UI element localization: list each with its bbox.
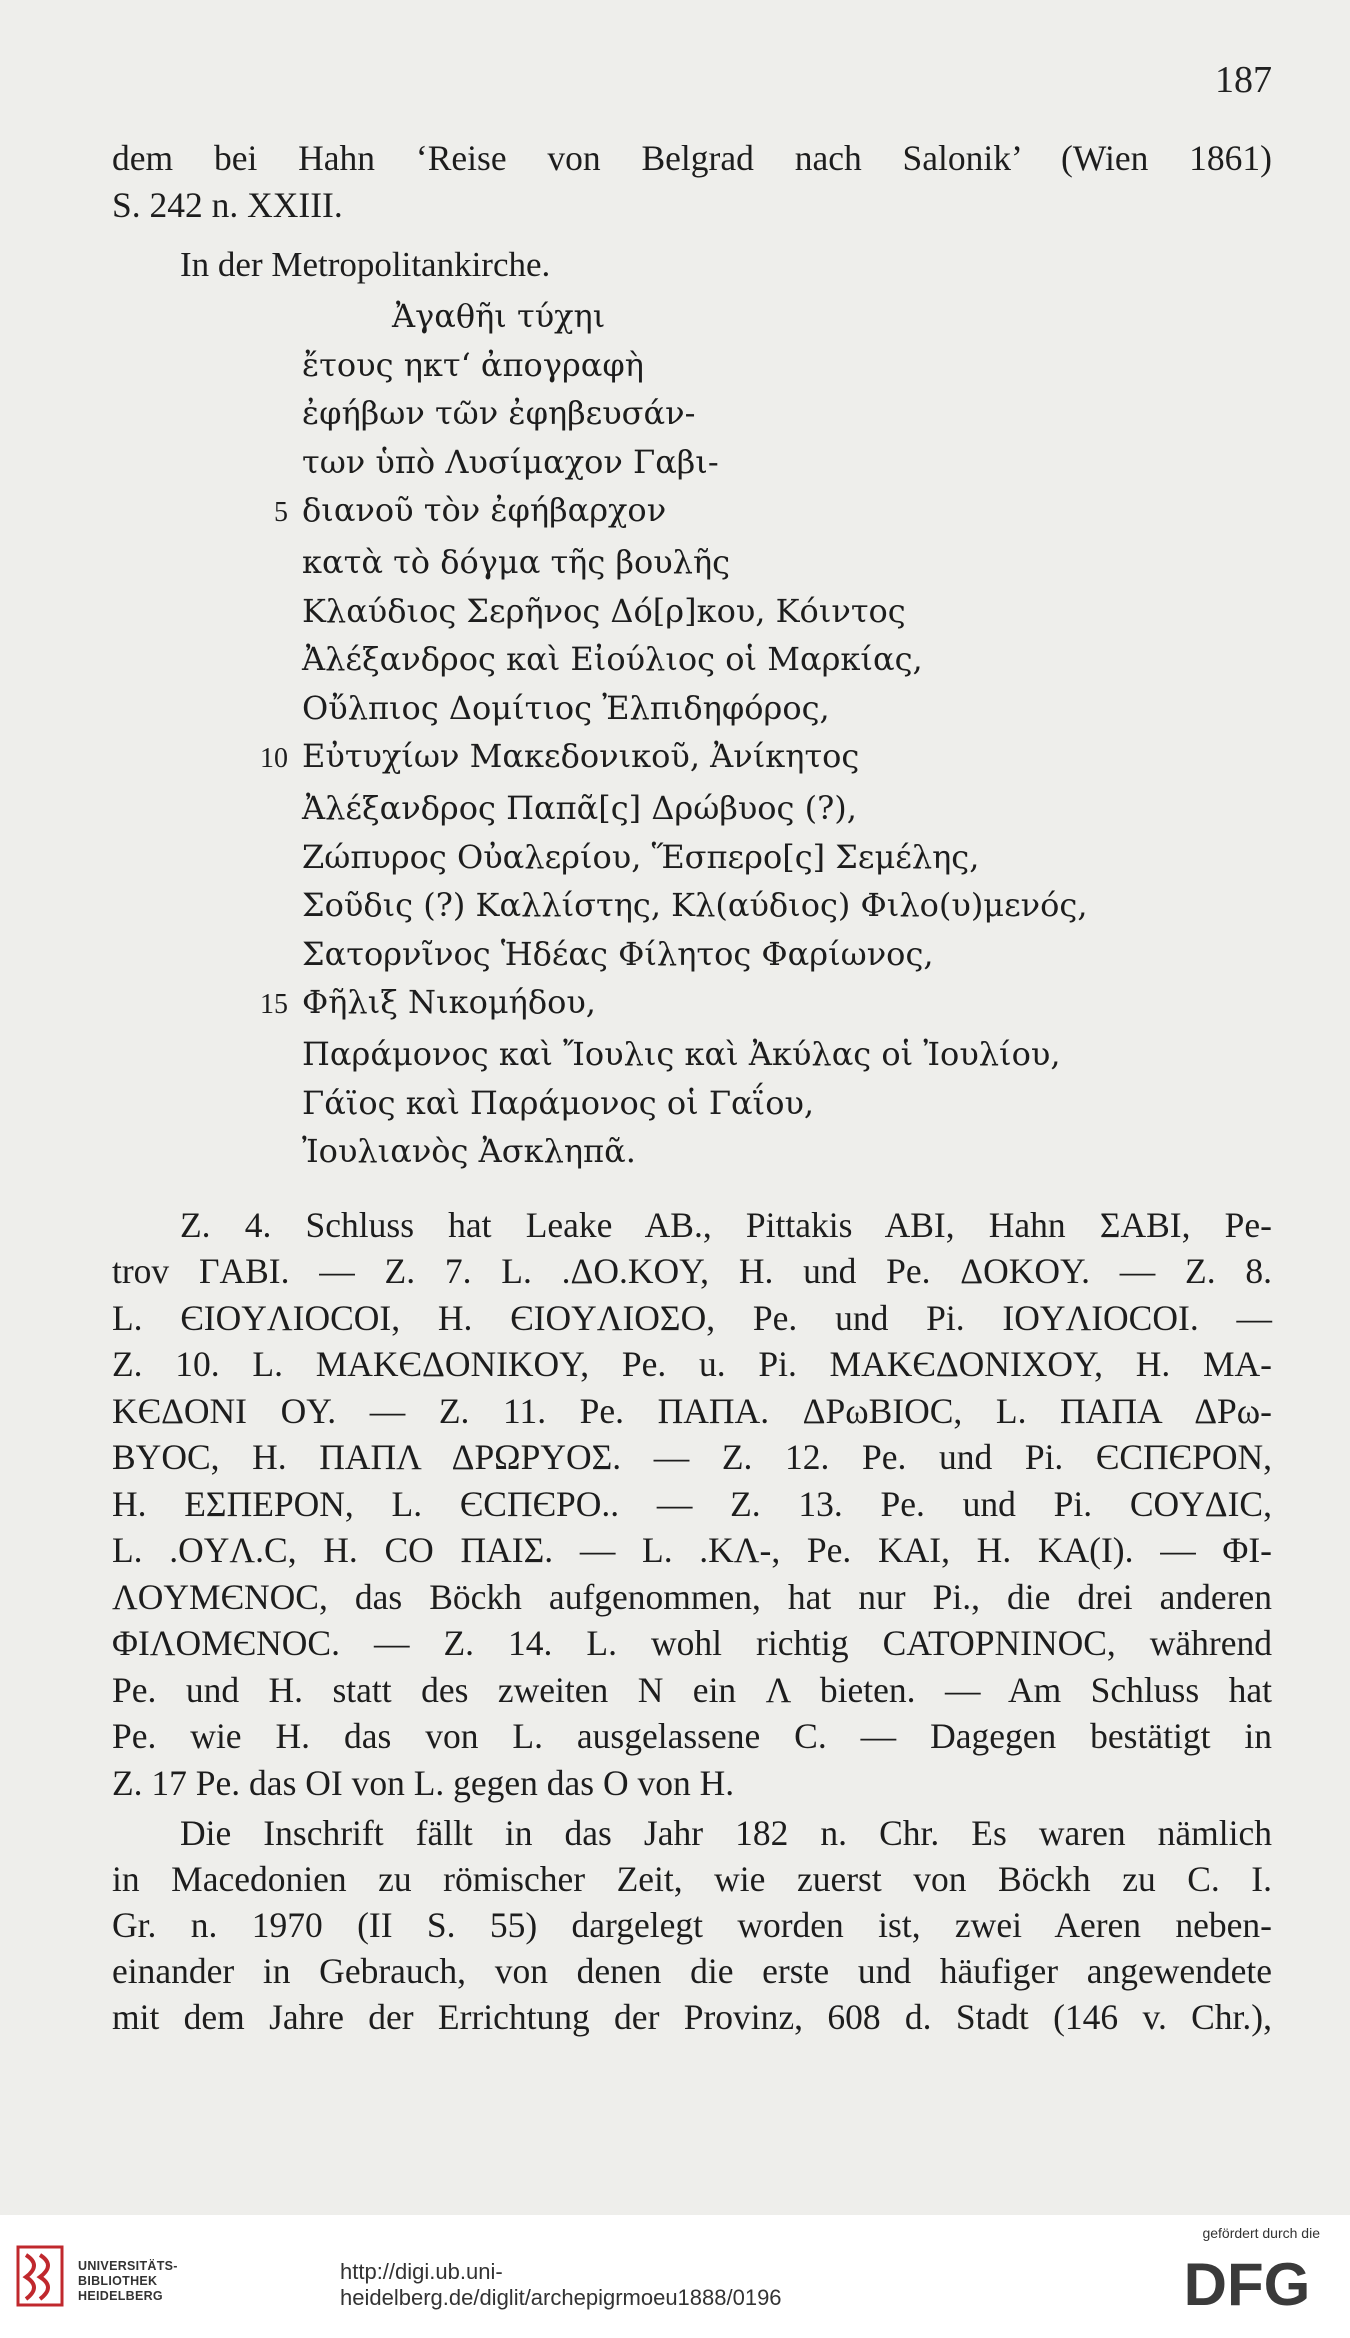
greek-inscription	[112, 292, 1272, 1176]
notes-line: trov ΓABI. — Z. 7. L. .ΔO.KOY, H. und Pe. ΔOKOY. — Z. 8.	[112, 1251, 1272, 1292]
page-text	[112, 135, 1272, 2040]
inscription-line	[112, 732, 1272, 784]
notes-line: Z. 17 Pe. das OI von L. gegen das O von H.	[112, 1762, 735, 1803]
inscription-text: Φῆλιξ Νικομήδου,	[302, 983, 596, 1022]
critical-notes	[112, 1202, 1272, 1807]
inscription-text: Οὔλπιος Δομίτιος Ἐλπιδηφόρος,	[302, 688, 830, 727]
notes-line: KЄΔONI OY. — Z. 11. Pe. ΠAΠA. ΔPωBIOC, L. ΠAΠA ΔPω-	[112, 1390, 1272, 1431]
inscription-text: ἐφήβων τῶν ἐφηβευσάν-	[302, 394, 696, 433]
inscription-line	[112, 1127, 1272, 1176]
inscription-line	[112, 292, 1272, 341]
source-url-link[interactable]: http://digi.ub.uni-heidelberg.de/diglit/archepigrmoeu1888/0196	[340, 2259, 782, 2310]
university-name-line: BIBLIOTHEK	[78, 2274, 158, 2288]
inscription-text: Κλαύδιος Σερῆνος Δό[ρ]κου, Κόιντος	[302, 591, 906, 630]
notes-line: L. .OYΛ.C, H. CO ΠAIΣ. — L. .KΛ-, Pe. KAI, H. KA(I). — ΦI-	[112, 1530, 1272, 1571]
line-number: 15	[260, 989, 288, 1021]
inscription-line	[112, 881, 1272, 930]
notes-line: ΦIΛOMЄNOC. — Z. 14. L. wohl richtig CATOPNINOC, während	[112, 1623, 1272, 1664]
body-line: Gr. n. 1970 (II S. 55) dargelegt worden ist, zwei Aeren neben-	[112, 1905, 1272, 1946]
notes-line: BYOC, H. ΠAΠΛ ΔPΩPYOΣ. — Z. 12. Pe. und Pi. ЄCΠЄPON,	[112, 1437, 1272, 1478]
university-name-line: UNIVERSITÄTS-	[78, 2259, 178, 2273]
inscription-line	[112, 438, 1272, 487]
notes-line: ΛOYMЄNOC, das Böckh aufgenommen, hat nur Pi., die drei anderen	[112, 1576, 1272, 1617]
inscription-line	[112, 684, 1272, 733]
inscription-text: Ἀλέξανδρος καὶ Εἰούλιος οἱ Μαρκίας,	[302, 640, 923, 679]
inscription-text: Ζώπυρος Οὐαλερίου, Ἕσπερο[ς] Σεμέλης,	[302, 837, 980, 876]
body-line: mit dem Jahre der Errichtung der Provinz, 608 d. Stadt (146 v. Chr.),	[112, 1997, 1272, 2038]
inscription-text: Ἰουλιανὸς Ἀσκληπᾶ.	[302, 1132, 636, 1171]
inscription-line	[112, 635, 1272, 684]
notes-line: Pe. wie H. das von L. ausgelassene C. — Dagegen bestätigt in	[112, 1716, 1272, 1757]
intro-line: dem bei Hahn ‘Reise von Belgrad nach Salonik’ (Wien 1861)	[112, 138, 1272, 178]
university-name	[78, 2259, 178, 2304]
notes-line: Z. 4. Schluss hat Leake AB., Pittakis ABI, Hahn ΣABI, Pe-	[180, 1204, 1272, 1245]
intro-paragraph	[112, 135, 1272, 229]
body-line: Die Inschrift fällt in das Jahr 182 n. Chr. Es waren nämlich	[180, 1813, 1272, 1854]
page-number: 187	[1215, 59, 1272, 101]
notes-line: L. ЄIOYΛIOCOI, H. ЄIOYΛIOΣO, Pe. und Pi. IOYΛIOCOI. —	[112, 1297, 1272, 1338]
inscription-line	[112, 1079, 1272, 1128]
dfg-logo-icon	[1172, 2247, 1322, 2319]
inscription-line	[112, 978, 1272, 1030]
notes-line: Z. 10. L. MAKЄΔONIKOY, Pe. u. Pi. MAKЄΔONIXOY, H. MA-	[112, 1344, 1272, 1385]
funded-by-label: gefördert durch die	[1202, 2225, 1320, 2241]
footer-bar	[0, 2215, 1350, 2338]
dfg-logo-text: DFG	[1183, 2251, 1311, 2318]
inscription-text: Σοῦδις (?) Καλλίστης, Κλ(αύδιος) Φιλο(υ)μενός,	[302, 886, 1088, 925]
inscription-text: Σατορνῖνος Ἡδέας Φίλητος Φαρίωνος,	[302, 934, 934, 973]
inscription-line	[112, 833, 1272, 882]
inscription-line	[112, 784, 1272, 833]
section-heading: In der Metropolitankirche.	[180, 245, 551, 284]
inscription-text: των ὑπὸ Λυσίμαχον Γαβι-	[302, 442, 719, 481]
inscription-text: Παράμονος καὶ Ἴουλις καὶ Ἀκύλας οἱ Ἰουλίου,	[302, 1034, 1061, 1073]
inscription-text: Ἀλέξανδρος Παπᾶ[ς] Δρώβυος (?),	[302, 788, 857, 827]
line-number: 5	[274, 497, 288, 529]
inscription-text: κατὰ τὸ δόγμα τῆς βουλῆς	[302, 542, 731, 581]
body-paragraph	[112, 1810, 1272, 2040]
notes-line: H. EΣΠEPON, L. ЄCΠЄPO.. — Z. 13. Pe. und Pi. COYΔIC,	[112, 1483, 1272, 1524]
inscription-text: Γάϊος καὶ Παράμονος οἱ Γαΐου,	[302, 1083, 815, 1122]
inscription-line	[112, 587, 1272, 636]
notes-line: Pe. und H. statt des zweiten N ein Λ bieten. — Am Schluss hat	[112, 1669, 1272, 1710]
inscription-text: διανοῦ τὸν ἐφήβαρχον	[302, 491, 667, 530]
inscription-line	[112, 930, 1272, 979]
inscription-line	[112, 389, 1272, 438]
inscription-text: Ἀγαθῆι τύχηι	[392, 297, 606, 335]
inscription-line	[112, 1030, 1272, 1079]
inscription-line	[112, 486, 1272, 538]
university-logo-icon	[16, 2243, 68, 2309]
inscription-text: ἔτους ηκτ‘ ἀπογραφὴ	[302, 345, 644, 384]
body-line: in Macedonien zu römischer Zeit, wie zuerst von Böckh zu C. I.	[112, 1859, 1272, 1900]
line-number: 10	[260, 743, 288, 775]
inscription-line	[112, 538, 1272, 587]
intro-line: S. 242 n. XXIII.	[112, 185, 343, 225]
body-line: einander in Gebrauch, von denen die erste und häufiger angewendete	[112, 1951, 1272, 1992]
inscription-text: Εὐτυχίων Μακεδονικοῦ, Ἀνίκητος	[302, 737, 860, 776]
university-name-line: HEIDELBERG	[78, 2289, 163, 2303]
inscription-line	[112, 341, 1272, 390]
